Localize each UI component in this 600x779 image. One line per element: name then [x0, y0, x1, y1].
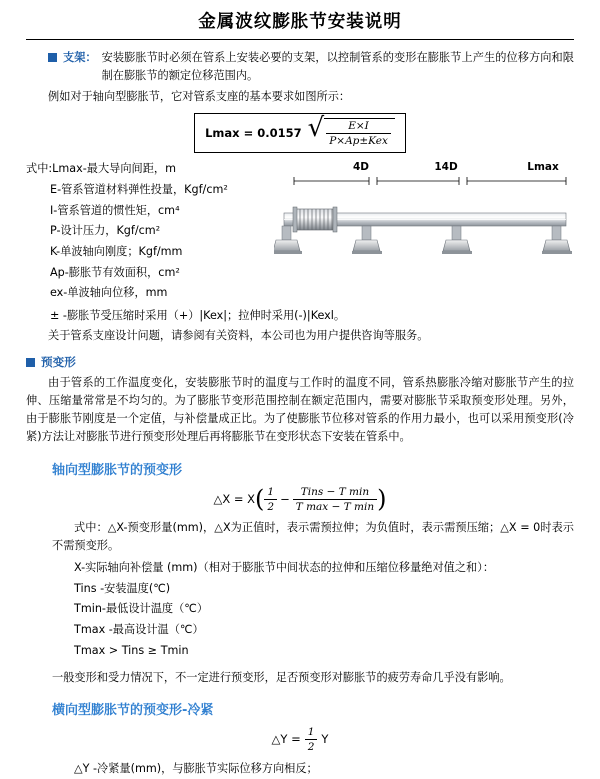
legend-row: 式中:Lmax-最大导向间距，m — [26, 162, 176, 176]
section-predeform-label: 预变形 — [41, 355, 76, 370]
formula-axial-minus: − — [280, 492, 290, 507]
formula-axial-ratio-den: T max − T min — [293, 499, 377, 513]
dimension-labels — [320, 161, 600, 173]
dimension-label: 4D — [352, 161, 370, 174]
paren-close-icon: ) — [377, 484, 387, 513]
piping-support-diagram — [274, 161, 574, 269]
formula-axial-lhs: △X = X — [213, 492, 256, 507]
formula-lateral-num: 1 — [307, 725, 315, 738]
formula-lateral-half — [305, 726, 318, 753]
bellows-element — [293, 207, 337, 232]
formula-axial-half-den: 2 — [264, 499, 277, 513]
formula-lmax-box — [194, 113, 406, 153]
section-predeform-heading — [26, 354, 574, 370]
formula-lmax-denominator: P×Ap±Kex — [326, 133, 391, 147]
support-example-text: 例如对于轴向型膨胀节，它对管系支座的基本要求如图所示： — [48, 90, 351, 104]
formula-lmax — [26, 113, 574, 153]
legend-row: ± -膨胀节受压缩时采用（+）|Kex|；拉伸时采用(-)|Kexl。 — [50, 309, 346, 323]
axial-item: Tins -安装温度(℃) — [74, 581, 171, 595]
legend-row: P-设计压力，Kgf/cm² — [50, 224, 161, 238]
legend-and-drawing — [26, 159, 574, 304]
document-page — [0, 11, 600, 775]
dimension-label: Lmax — [527, 161, 559, 174]
formula-lateral — [26, 726, 574, 753]
formula-axial-half — [264, 486, 277, 513]
lateral-explain-text: △Y -冷紧量(mm)，与膨胀节实际位移方向相反； — [74, 761, 318, 775]
lateral-heading: 横向型膨胀节的预变形-冷紧 — [52, 702, 214, 718]
legend-row: I-管系管道的惯性矩，cm⁴ — [50, 203, 180, 217]
legend-row: E-管系管道材料弹性投量，Kgf/cm² — [50, 182, 228, 196]
legend-last-row-wrap — [26, 306, 574, 327]
section-predeform-body: 由于管系的工作温度变化，安装膨胀节时的温度与工作时的温度不同，管系热膨胀冷缩对膨胀节产生的拉伸、压缩量常常是不均匀的。为了膨胀节变形范围控制在额定范围内，需要对膨胀节采取预变形处理。另外，由于膨胀节刚度是一个定值，与补偿量成正比。为了使膨胀节位移对管系的作用力最小，也可以采用预变形(冷紧)方法让对膨胀节进行预变形处理后再将膨胀节在变形状态下安装在管系中。 — [26, 376, 574, 444]
square-bullet-icon — [48, 53, 57, 62]
axial-item: Tmax -最高设计温（℃） — [74, 623, 204, 637]
title-divider — [26, 39, 574, 40]
section-support-label: 支架： — [63, 50, 97, 64]
axial-item: Tmax > Tins ≥ Tmin — [74, 643, 189, 657]
axial-item: Tmin-最低设计温度（℃） — [74, 602, 209, 616]
legend-row: Ap-膨胀节有效面积，cm² — [50, 265, 180, 279]
axial-explain-text: 式中：△X-预变形量(mm)，△X为正值时，表示需预拉伸；为负值时，表示需预压缩；△X = 0时表示不需预变形。 — [52, 520, 574, 552]
axial-item: X-实际轴向补偿量 (mm)（相对于膨胀节中间状态的拉伸和压缩位移量绝对值之和）： — [74, 560, 495, 574]
radical-sign-icon: √ — [307, 113, 325, 144]
legend-row: ex-单波轴向位移，mm — [50, 286, 168, 300]
legend-row: K-单波轴向刚度；Kgf/mm — [50, 245, 183, 259]
formula-axial — [26, 486, 574, 513]
formula-axial-half-num: 1 — [267, 485, 275, 498]
formula-lateral-rhs: Y — [321, 732, 329, 747]
square-bullet-icon — [26, 358, 35, 367]
axial-heading: 轴向型膨胀节的预变形 — [52, 462, 183, 478]
section-support-body: 安装膨胀节时必须在管系上安装必要的支架，以控制管系的变形在膨胀节上产生的位移方向和限制在膨胀节的额定位移范围内。 — [101, 50, 574, 82]
support-guide-3 — [542, 226, 572, 254]
paren-open-icon: ( — [255, 484, 265, 513]
dimension-lines — [294, 177, 566, 185]
support-guide-1 — [352, 226, 382, 254]
formula-lmax-numerator: E×I — [348, 120, 369, 133]
formula-lmax-fraction — [324, 118, 395, 147]
axial-note-text: 一般变形和受力情况下，不一定进行预变形，足否预变形对膨胀节的疲劳寿命几乎没有影响。 — [52, 670, 511, 684]
page-title: 金属波纹膨胀节安装说明 — [198, 12, 402, 32]
support-note-text: 关于管系支座设计问题，请参阅有关资料，本公司也为用户提供咨询等服务。 — [48, 328, 429, 342]
dimension-label: 14D — [434, 161, 458, 174]
section-support — [26, 49, 574, 85]
formula-lmax-radical — [307, 113, 395, 148]
support-guide-2 — [442, 226, 472, 254]
formula-lmax-lead: Lmax = 0.0157 — [205, 125, 302, 140]
formula-lateral-inner — [272, 726, 329, 753]
formula-axial-ratio — [293, 486, 377, 513]
formula-lateral-lhs: △Y = — [271, 732, 301, 747]
formula-axial-ratio-num: Tins − T min — [300, 485, 370, 498]
formula-axial-inner — [213, 486, 386, 513]
formula-lateral-den: 2 — [305, 739, 318, 753]
